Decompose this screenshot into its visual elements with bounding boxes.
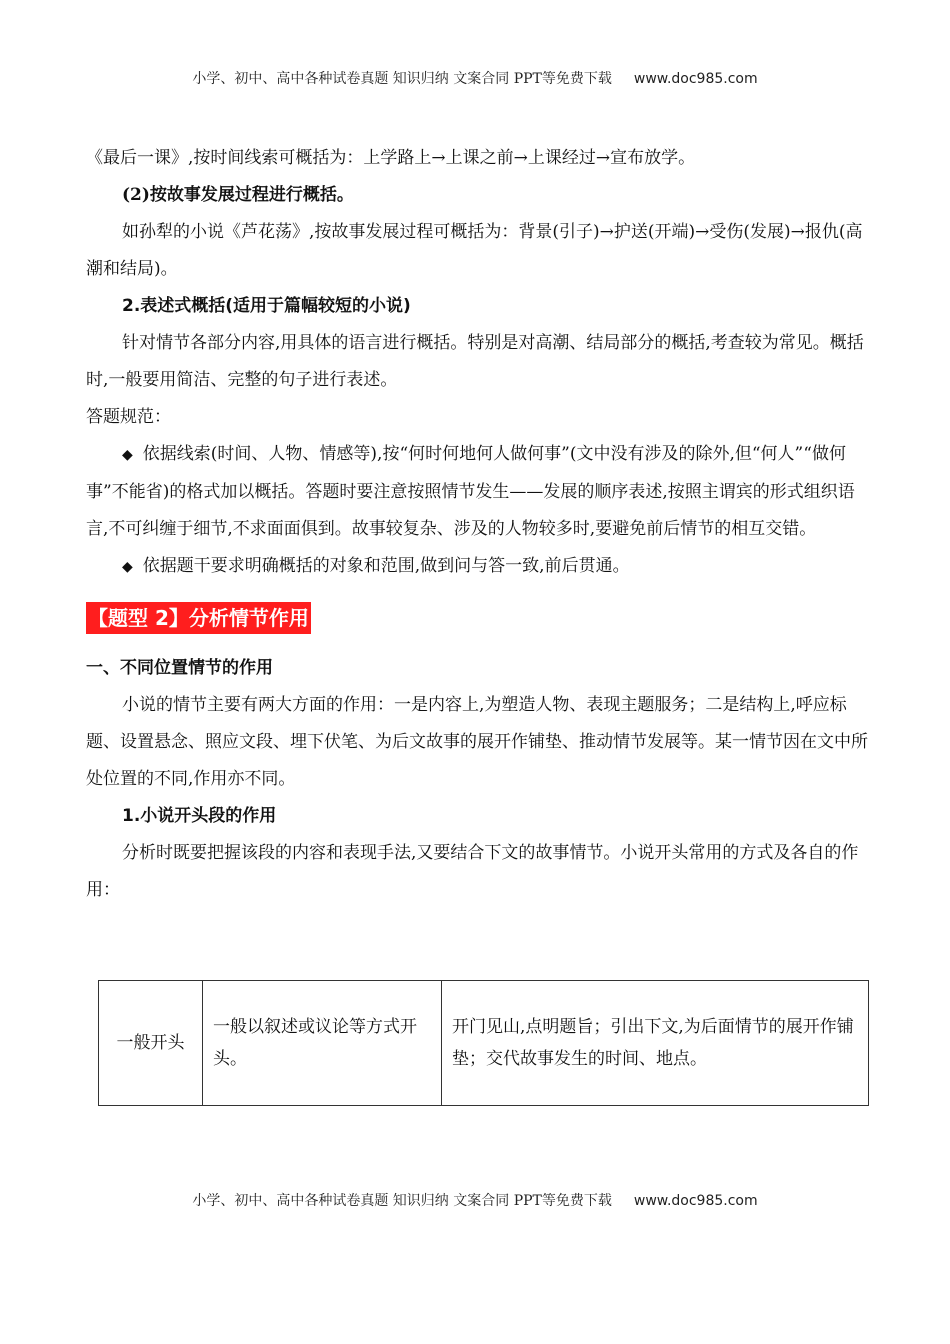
table-cell-type: 一般开头 [99, 981, 203, 1106]
footer-text: 小学、初中、高中各种试卷真题 知识归纳 文案合同 PPT等免费下载 [192, 1193, 612, 1209]
page-header [0, 68, 950, 88]
page-footer [0, 1190, 950, 1210]
header-site: www.doc985.com [633, 71, 758, 87]
bullet-text-2: 依据题干要求明确概括的对象和范围,做到问与答一致,前后贯通。 [142, 556, 630, 576]
diamond-bullet-icon: ◆ [122, 447, 133, 463]
opening-methods-table [98, 980, 869, 1106]
paragraph-plot-functions: 小说的情节主要有两大方面的作用：一是内容上,为塑造人物、表现主题服务；二是结构上,呼应标题、设置悬念、照应文段、埋下伏笔、为后文故事的展开作铺垫、推动情节发展等。某一情节因在文中所处位置的不同,作用亦不同。 [86, 695, 868, 789]
document-body [86, 140, 868, 909]
paragraph-narrative: 针对情节各部分内容,用具体的语言进行概括。特别是对高潮、结局部分的概括,考查较为常见。概括时,一般要用简洁、完整的句子进行表述。 [86, 333, 864, 390]
table-cell-method: 一般以叙述或议论等方式开头。 [203, 981, 442, 1106]
question-type-tag: 【题型 2】分析情节作用 [86, 602, 311, 634]
section-title: 一、不同位置情节的作用 [86, 658, 273, 678]
heading-method-2: (2)按故事发展过程进行概括。 [122, 185, 354, 205]
bullet-item-2 [86, 548, 868, 586]
bullet-item-1 [86, 436, 868, 548]
answer-norm-label: 答题规范： [86, 407, 171, 427]
question-type-banner [86, 602, 868, 636]
heading-narrative-summary: 2.表述式概括(适用于篇幅较短的小说) [122, 296, 411, 316]
paragraph-opening-analysis: 分析时既要把握该段的内容和表现手法,又要结合下文的故事情节。小说开头常用的方式及各自的作用： [86, 843, 859, 900]
header-text: 小学、初中、高中各种试卷真题 知识归纳 文案合同 PPT等免费下载 [192, 71, 612, 87]
paragraph-reed-marsh: 如孙犁的小说《芦花荡》,按故事发展过程可概括为：背景(引子)→护送(开端)→受伤(发展)→报仇(高潮和结局)。 [86, 222, 863, 279]
paragraph-last-lesson: 《最后一课》,按时间线索可概括为：上学路上→上课之前→上课经过→宣布放学。 [86, 148, 696, 168]
table-row [99, 981, 869, 1106]
table-cell-effect: 开门见山,点明题旨；引出下文,为后面情节的展开作铺垫；交代故事发生的时间、地点。 [442, 981, 869, 1106]
bullet-text-1: 依据线索(时间、人物、情感等),按“何时何地何人做何事”(文中没有涉及的除外,但“何人”“做何事”不能省)的格式加以概括。答题时要注意按照情节发生——发展的顺序表述,按照主谓宾的形式组织语言,不可纠缠于细节,不求面面俱到。故事较复杂、涉及的人物较多时,要避免前后情节的相互交错。 [86, 444, 855, 539]
footer-site: www.doc985.com [633, 1193, 758, 1209]
heading-opening: 1.小说开头段的作用 [122, 806, 277, 826]
diamond-bullet-icon: ◆ [122, 559, 133, 575]
